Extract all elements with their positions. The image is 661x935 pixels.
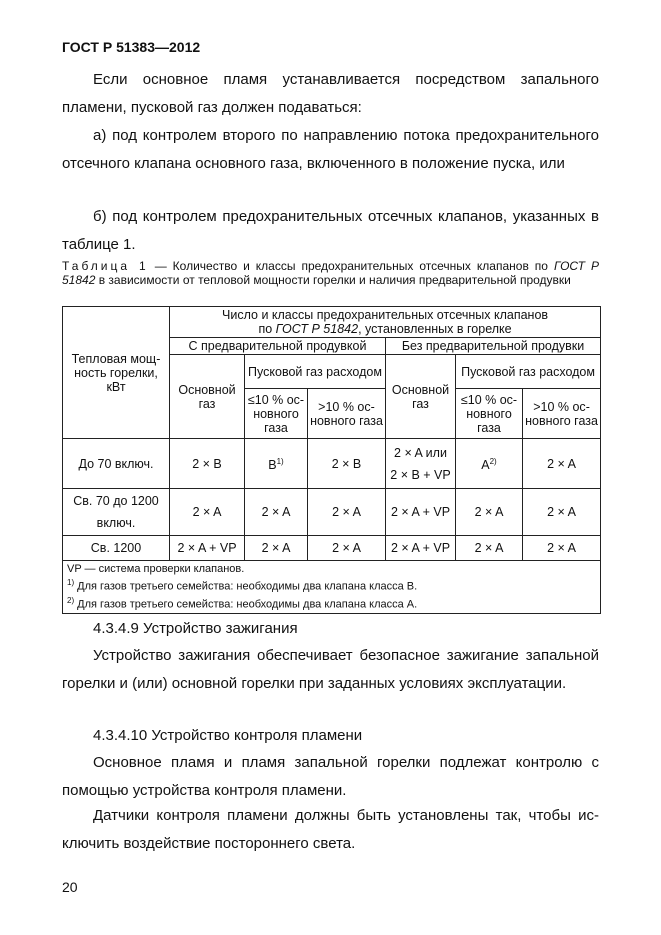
footnote-mark: 2)	[67, 595, 75, 605]
cell: 2 × B	[308, 439, 386, 489]
cell: 2 × A + VP	[170, 536, 245, 561]
table-row	[63, 439, 601, 489]
note-text: Для газов третьего семейства: необходимы два клапана класса B.	[74, 580, 418, 593]
cell	[456, 439, 523, 489]
cell: 2 × A	[308, 536, 386, 561]
cell	[386, 439, 456, 489]
cell: 2 × A	[245, 536, 308, 561]
cell: 2 × A	[523, 489, 601, 536]
section-heading-flame-control: 4.3.4.10 Устройство контроля пламени	[93, 727, 363, 744]
cell: 2 × A	[523, 536, 601, 561]
section-heading-ignition: 4.3.4.9 Устройство зажигания	[93, 620, 298, 637]
header-valves-line2-post: , установленных в горелке	[358, 322, 512, 336]
valves-table	[62, 306, 601, 614]
cell-value: B	[268, 458, 277, 473]
cell-value: A	[481, 458, 490, 473]
note-text: Для газов третьего семейства: необходимы два клапана класса A.	[74, 598, 418, 611]
header-valves-line2-pre: по	[258, 322, 276, 336]
header-valves	[170, 307, 601, 338]
table-notes-row	[63, 561, 601, 614]
table-notes	[63, 561, 601, 614]
paragraph-option-b: б) под контролем предохранительных отсечных клапанов, указанных в таблице 1.	[62, 208, 599, 253]
cell	[245, 439, 308, 489]
cell-power: Св. 1200	[63, 536, 170, 561]
paragraph-flame-sensors: Датчики контроля пламени должны быть установлены так, чтобы исключить воздействие постороннего света.	[62, 807, 599, 852]
footnote-mark: 2)	[489, 456, 497, 466]
header-start-gas: Пусковой газ расходом	[456, 355, 601, 389]
cell: 2 × A	[456, 489, 523, 536]
paragraph-flame-control: Основное пламя и пламя запальной горелки подлежат контролю с помощью устройства контроля пламени.	[62, 754, 599, 799]
page-number: 20	[62, 879, 78, 895]
header-le10: ≤10 % основного газа	[456, 389, 523, 439]
cell: 2 × A	[523, 439, 601, 489]
paragraph-intro: Если основное пламя устанавливается посредством запального пламени, пусковой газ должен подаваться:	[62, 71, 599, 116]
note-vp: VP — система проверки клапанов.	[67, 563, 245, 575]
table-row	[63, 489, 601, 536]
header-main-gas: Основной газ	[386, 355, 456, 439]
table-caption-label: Таблица 1	[62, 259, 149, 273]
footnote-mark: 1)	[276, 456, 284, 466]
table-caption-dash: — Количество и классы предохранительных отсечных клапанов по	[148, 259, 554, 273]
cell: 2 × B	[170, 439, 245, 489]
header-main-gas: Основной газ	[170, 355, 245, 439]
cell-power: До 70 включ.	[63, 439, 170, 489]
header-le10: ≤10 % основного газа	[245, 389, 308, 439]
cell: 2 × A	[456, 536, 523, 561]
header-valves-line1: Число и классы предохранительных отсечных клапанов	[222, 308, 549, 322]
table-row	[63, 536, 601, 561]
paragraph-option-a: а) под контролем второго по направлению потока предохранительного отсечного клапана основного газа, включенного в положение пуска, или	[62, 127, 599, 172]
cell-power: Св. 70 до 1200 включ.	[63, 489, 170, 536]
cell: 2 × A	[245, 489, 308, 536]
header-power: Тепловая мощность горелки, кВт	[63, 307, 170, 439]
note-2	[67, 594, 596, 612]
table-caption-rest: в зависимости от тепловой мощности горелки и наличия предварительной продувки	[95, 273, 571, 287]
cell: 2 × A + VP	[386, 536, 456, 561]
cell: 2 × A + VP	[386, 489, 456, 536]
document-id: ГОСТ Р 51383—2012	[62, 39, 201, 55]
footnote-mark: 1)	[67, 578, 75, 587]
cell: 2 × A	[170, 489, 245, 536]
cell-value: 2 × A или	[394, 445, 447, 460]
header-gt10: >10 % основного газа	[308, 389, 386, 439]
note-1	[67, 576, 596, 594]
header-valves-ref: ГОСТ Р 51842	[275, 322, 359, 336]
table-caption	[62, 259, 599, 287]
cell-value: 2 × B + VP	[390, 467, 451, 482]
header-without-purge: Без предварительной продувки	[386, 338, 601, 355]
table-caption-ref: ГОСТ Р 51842	[62, 259, 599, 287]
cell: 2 × A	[308, 489, 386, 536]
header-start-gas: Пусковой газ расходом	[245, 355, 386, 389]
header-gt10: >10 % основного газа	[523, 389, 601, 439]
header-with-purge: С предварительной продувкой	[170, 338, 386, 355]
paragraph-ignition: Устройство зажигания обеспечивает безопасное зажигание запальной горелки и (или) основной горелки при заданных условиях эксплуатации.	[62, 647, 599, 692]
